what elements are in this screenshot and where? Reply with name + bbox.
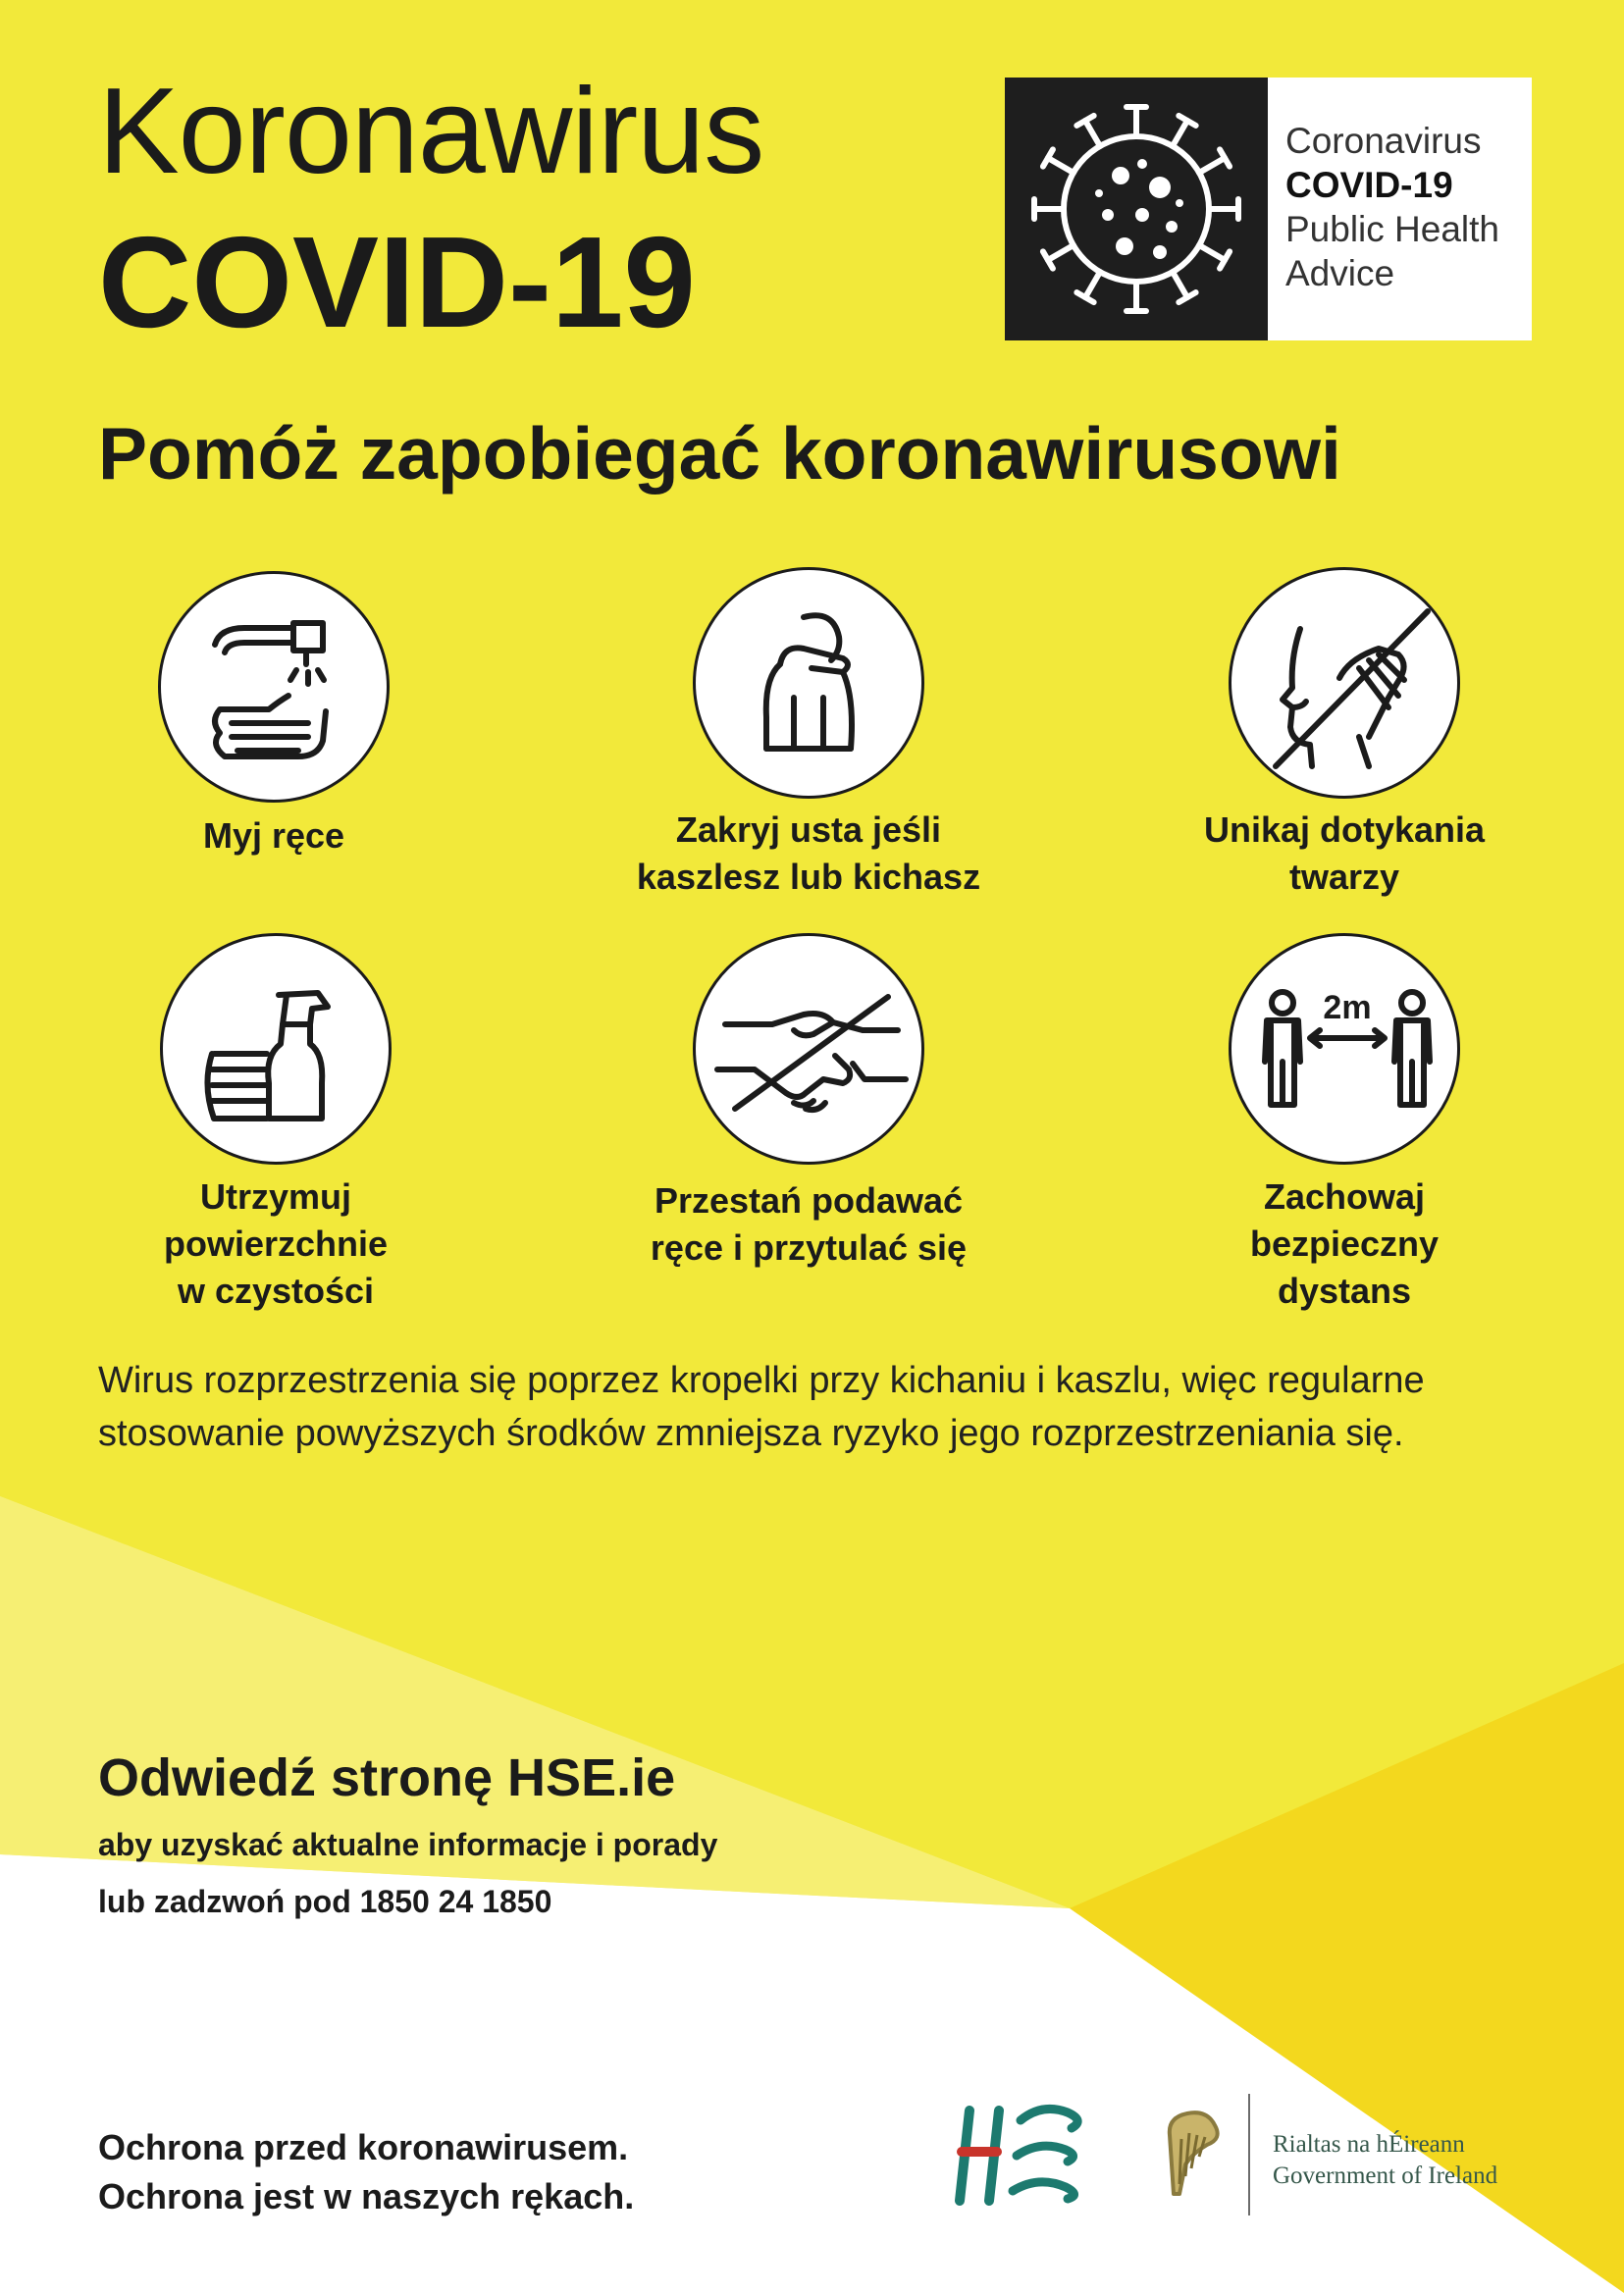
gov-line-english: Government of Ireland	[1273, 2163, 1498, 2189]
no-handshake-icon	[693, 933, 924, 1165]
badge-text	[1268, 78, 1532, 340]
caption-wash-hands: Myj ręce	[202, 815, 345, 856]
hse-logo	[952, 2095, 1089, 2217]
visit-info-line: aby uzyskać aktualne informacje i porady	[98, 1827, 718, 1862]
public-health-badge	[1005, 78, 1532, 340]
badge-line-4: Advice	[1285, 253, 1395, 293]
caption-keep-safe-distance: Zachowaj bezpieczny dystans	[1249, 1176, 1440, 1311]
hand-washing-icon	[158, 571, 390, 803]
cleaning-spray-icon	[160, 933, 392, 1165]
badge-line-3: Public Health	[1285, 209, 1500, 249]
cough-into-elbow-icon	[693, 567, 924, 799]
government-of-ireland-logo	[1273, 2129, 1497, 2192]
distance-label: 2m	[1323, 989, 1372, 1026]
subtitle: Pomóż zapobiegać koronawirusowi	[98, 412, 1341, 495]
coronavirus-icon	[1005, 78, 1268, 340]
logo-divider	[1248, 2094, 1250, 2215]
footer-slogan-line-2: Ochrona jest w naszych rękach.	[98, 2176, 635, 2216]
badge-line-1: Coronavirus	[1285, 121, 1482, 161]
footer-slogan-line-1: Ochrona przed koronawirusem.	[98, 2127, 629, 2167]
gov-line-irish: Rialtas na hÉireann	[1273, 2131, 1465, 2158]
badge-line-2: COVID-19	[1285, 165, 1453, 205]
social-distance-icon	[1229, 933, 1460, 1165]
caption-avoid-touching-face: Unikaj dotykania twarzy	[1203, 809, 1486, 897]
visit-phone-line: lub zadzwoń pod 1850 24 1850	[98, 1884, 552, 1919]
caption-keep-surfaces-clean: Utrzymuj powierzchnie w czystości	[163, 1176, 389, 1311]
caption-cover-mouth: Zakryj usta jeśli kaszlesz lub kichasz	[636, 809, 981, 897]
visit-hse-title[interactable]: Odwiedź stronę HSE.ie	[98, 1748, 676, 1807]
no-face-touching-icon	[1229, 567, 1460, 799]
harp-emblem-icon	[1160, 2106, 1229, 2209]
body-text: Wirus rozprzestrzenia się poprzez kropelki przy kichaniu i kaszlu, więc regularne stosowanie powyższych środków zmniejsza ryzyko jego rozprzestrzeniania się.	[98, 1360, 1425, 1454]
caption-stop-handshakes: Przestań podawać ręce i przytulać się	[650, 1180, 968, 1268]
title-line-2: COVID-19	[98, 210, 696, 354]
title-line-1: Koronawirus	[98, 64, 764, 199]
